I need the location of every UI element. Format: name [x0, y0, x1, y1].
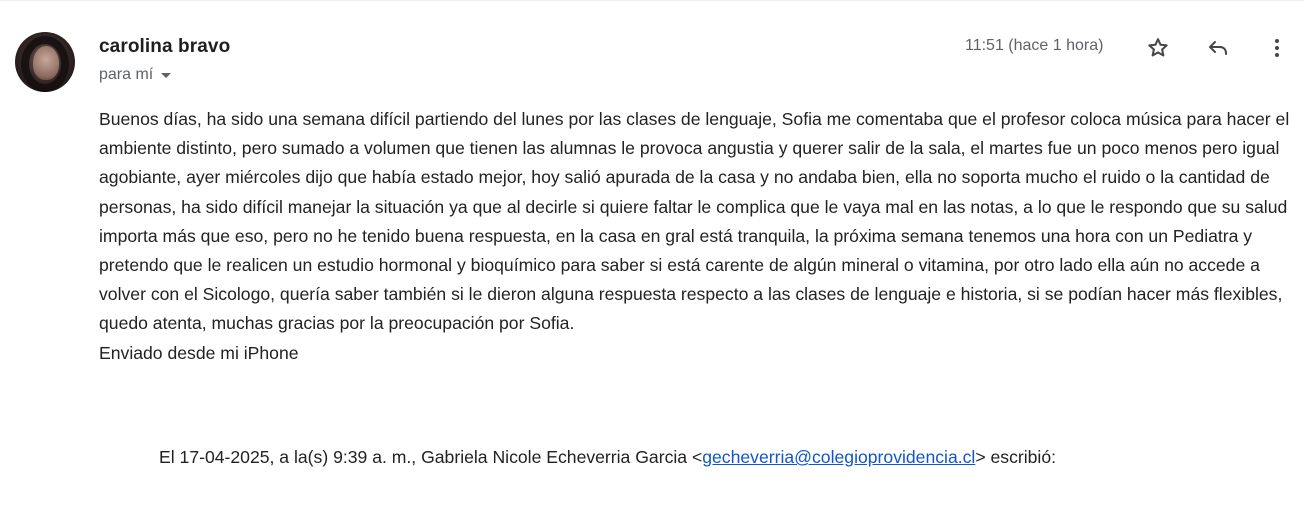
quoted-suffix: > escribió: [975, 447, 1057, 467]
message-text: Buenos días, ha sido una semana difícil partiendo del lunes por las clases de lenguaje, Sofia me comentaba que el profesor coloca música para hacer el ambiente distinto, pero sumado a volumen que tienen las alumnas le provoca angustia y querer salir de la sala, el martes fue un poco menos pero igual agobiante, ayer miércoles dijo que había estado mejor, hoy salió apurada de la casa y no andaba bien, ella no soporta mucho el ruido o la cantidad de personas, ha sido difícil manejar la situación ya que al decirle si quiere faltar le complica que le vaya mal en las notas, a lo que le respondo que su salud importa más que eso, pero no he tenido buena respuesta, en la casa en gral está tranquila, la próxima semana tenemos una hora con un Pediatra y pretendo que le realicen un estudio hormonal y bioquímico para saber si está carente de algún mineral o vitamina, por otro lado ella aún no accede a volver con el Sicologo, quería saber también si le dieron alguna respuesta respecto a las clases de lenguaje e historia, si se podían hacer más flexibles, quedo atenta, muchas gracias por la preocupación por Sofia. [99, 109, 1290, 334]
quoted-prefix: El 17-04-2025, a la(s) 9:39 a. m., Gabriela Nicole Echeverria Garcia < [159, 447, 703, 467]
quoted-email-link[interactable]: gecheverria@colegioprovidencia.cl [702, 447, 976, 467]
more-options-button[interactable] [1262, 33, 1292, 63]
quoted-header [159, 447, 1056, 468]
star-button[interactable] [1143, 33, 1173, 63]
divider [0, 0, 1304, 1]
recipient-details-toggle[interactable] [99, 66, 171, 84]
message-timestamp: 11:51 (hace 1 hora) [965, 37, 1104, 54]
message-body [99, 105, 1294, 368]
star-outline-icon [1146, 36, 1170, 60]
reply-arrow-icon [1206, 36, 1230, 60]
message-signature: Enviado desde mi iPhone [99, 342, 299, 363]
recipient-label: para mí [99, 66, 154, 83]
more-vert-icon [1265, 36, 1289, 60]
avatar-face [33, 46, 59, 80]
reply-button[interactable] [1203, 33, 1233, 63]
sender-name[interactable]: carolina bravo [99, 36, 231, 57]
chevron-down-icon[interactable] [161, 73, 171, 78]
sender-avatar[interactable] [15, 32, 75, 92]
